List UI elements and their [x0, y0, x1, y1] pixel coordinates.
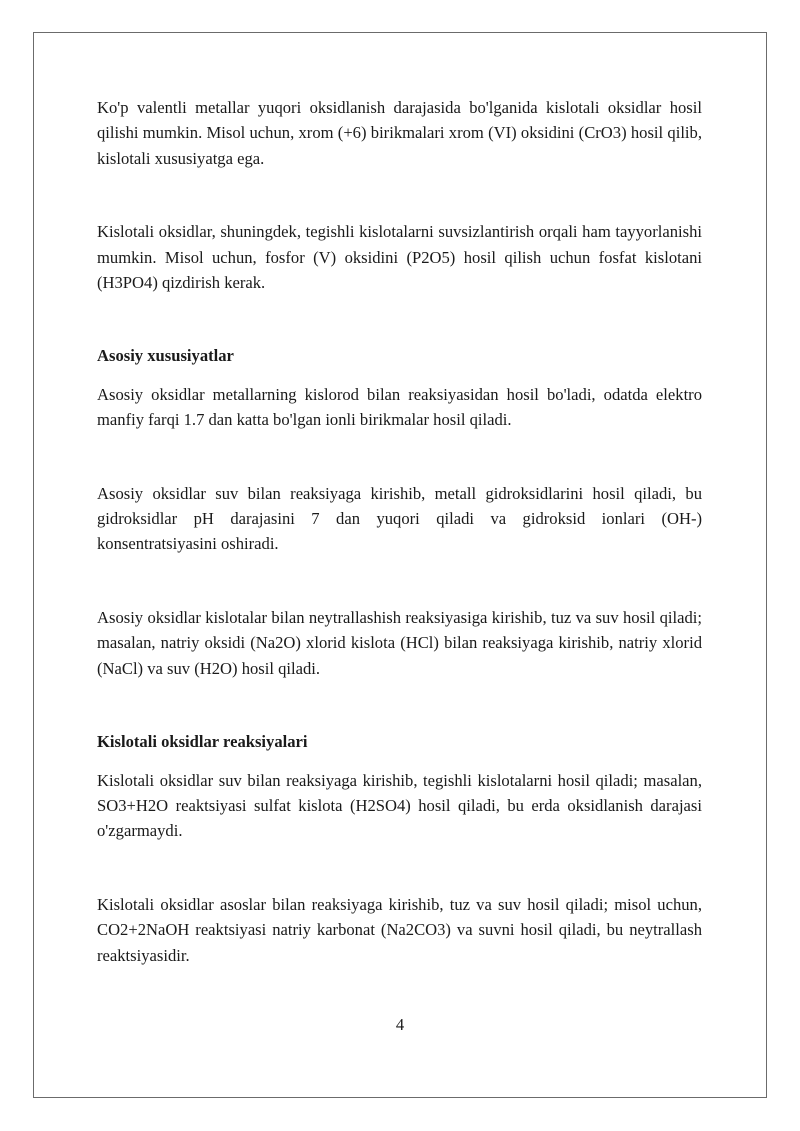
document-body: [97, 95, 702, 968]
spacer: [97, 295, 702, 343]
paragraph-5: Asosiy oksidlar kislotalar bilan neytrallashish reaksiyasiga kirishib, tuz va suv hosil qiladi; masalan, natriy oksidi (Na2O) xlorid kislota (HCl) bilan reaksiyaga kirishib, natriy xlorid (NaCl) va suv (H2O) hosil qiladi.: [97, 607, 702, 678]
spacer: [97, 844, 702, 892]
paragraph-7: Kislotali oksidlar asoslar bilan reaksiyaga kirishib, tuz va suv hosil qiladi; misol uchun, CO2+2NaOH reaktsiyasi natriy karbonat (Na2CO3) va suvni hosil qiladi, bu neytrallash reaktsiyasidir.: [97, 894, 702, 965]
spacer: [97, 755, 702, 768]
paragraph-6: Kislotali oksidlar suv bilan reaksiyaga kirishib, tegishli kislotalarni hosil qiladi; masalan, SO3+H2O reaktsiyasi sulfat kislota (H2SO4) hosil qiladi, bu erda oksidlanish darajasi o'zgarmaydi.: [97, 770, 702, 841]
paragraph-1: Ko'p valentli metallar yuqori oksidlanish darajasida bo'lganida kislotali oksidlar hosil qilishi mumkin. Misol uchun, xrom (+6) birikmalari xrom (VI) oksidini (CrO3) hosil qilib, kislotali xususiyatga ega.: [97, 98, 702, 168]
paragraph-2: Kislotali oksidlar, shuningdek, tegishli kislotalarni suvsizlantirish orqali ham tayyorlanishi mumkin. Misol uchun, fosfor (V) oksidini (P2O5) hosil qilish uchun fosfat kislotani (H3PO4) qizdirish kerak.: [97, 222, 702, 293]
spacer: [97, 681, 702, 729]
spacer: [97, 433, 702, 481]
spacer: [97, 171, 702, 219]
paragraph-3: Asosiy oksidlar metallarning kislorod bilan reaksiyasidan hosil bo'ladi, odatda elektro manfiy farqi 1.7 dan katta bo'lgan ionli birikmalar hosil qiladi.: [97, 384, 702, 430]
paragraph-4: Asosiy oksidlar suv bilan reaksiyaga kirishib, metall gidroksidlarini hosil qiladi, bu gidroksidlar pH darajasini 7 dan yuqori qiladi va gidroksid ionlari (OH-) konsentratsiyasini oshiradi.: [97, 483, 702, 554]
section-heading-asosiy-xususiyatlar: Asosiy xususiyatlar: [97, 346, 234, 366]
section-heading-kislotali-oksidlar-reaksiyalari: Kislotali oksidlar reaksiyalari: [97, 732, 308, 752]
spacer: [97, 557, 702, 605]
spacer: [97, 369, 702, 382]
page-number: 4: [395, 1015, 405, 1034]
